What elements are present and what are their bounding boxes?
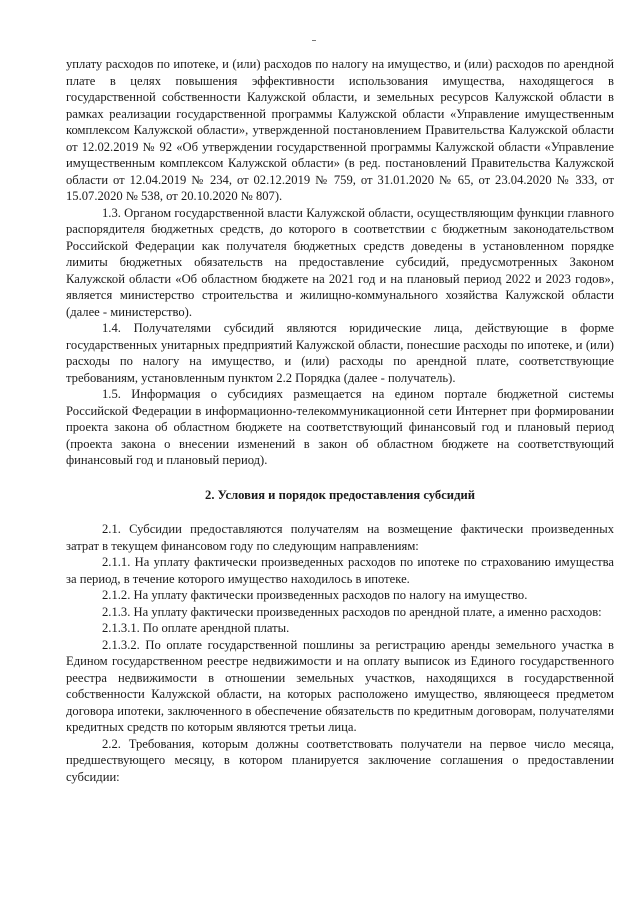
paragraph-2-1-3-2: 2.1.3.2. По оплате государственной пошлины за регистрацию аренды земельного участка в Едином государственном реестре недвижимости и на оплату выписок из Единого государственного реестра недвижимости в отношении земельных участков, находящихся в государственной собственности Калужской области, на которых расположено имущество, являющееся предметом договора ипотеки, заключенного в обеспечение обязательств по кредитным договорам, получателями кредитных средств по которым являются третьи лица.: [66, 637, 614, 734]
paragraph-2-2: 2.2. Требования, которым должны соответствовать получатели на первое число месяца, предшествующего месяцу, в котором планируется заключение соглашения о предоставлении субсидии:: [66, 736, 614, 784]
document-page: [66, 56, 614, 785]
paragraph-2-1-2: 2.1.2. На уплату фактически произведенных расходов по налогу на имущество.: [102, 588, 528, 602]
paragraph-2-1-3-1: 2.1.3.1. По оплате арендной платы.: [102, 621, 290, 635]
scan-mark: [312, 40, 316, 41]
paragraph-2-1-3: 2.1.3. На уплату фактически произведенных расходов по арендной плате, а именно расходов:: [102, 604, 602, 619]
paragraph-1-4: 1.4. Получателями субсидий являются юридические лица, действующие в форме государственных унитарных предприятий Калужской области, понесшие расходы по ипотеке, и (или) расходы по налогу на имущество, и (или) расходы по арендной плате, соответствующие требованиям, установленным пунктом 2.2 Порядка (далее - получатель).: [66, 321, 614, 385]
paragraph-1-5: 1.5. Информация о субсидиях размещается на едином портале бюджетной системы Российской Федерации в информационно-телекоммуникационной сети Интернет при формировании проекта закона об областном бюджете на соответствующий финансовый год и плановый период (проекта закона о внесении изменений в закон об областном бюджете на соответствующий финансовый год и плановый период).: [66, 387, 614, 467]
paragraph-1-3: 1.3. Органом государственной власти Калужской области, осуществляющим функции главного распорядителя бюджетных средств, до которого в соответствии с бюджетным законодательством Российской Федерации как получателя бюджетных средств доведены в установленном порядке лимиты бюджетных обязательств на предоставление субсидий, предусмотренных Законом Калужской области «Об областном бюджете на 2021 год и на плановый период 2022 и 2023 годов», является министерство строительства и жилищно-коммунального хозяйства Калужской области (далее - министерство).: [66, 205, 614, 319]
paragraph-1-2-continuation: уплату расходов по ипотеке, и (или) расходов по налогу на имущество, и (или) расходов по арендной плате в целях повышения эффективности использования имущества, находящегося в государственной собственности Калужской области, и земельных ресурсов Калужской области в рамках реализации государственной программы Калужской области «Управление имущественным комплексом Калужской области», утвержденной постановлением Правительства Калужской области от 12.02.2019 № 92 «Об утверждении государственной программы Калужской области «Управление имущественным комплексом Калужской области» (в ред. постановлений Правительства Калужской области от 12.04.2019 № 234, от 02.12.2019 № 759, от 31.01.2020 № 65, от 23.04.2020 № 333, от 15.07.2020 № 538, от 20.10.2020 № 807).: [66, 57, 614, 203]
section-heading: 2. Условия и порядок предоставления субсидий: [205, 487, 475, 502]
paragraph-2-1: 2.1. Субсидии предоставляются получателям на возмещение фактически произведенных затрат в текущем финансовом году по следующим направлениям:: [66, 522, 614, 553]
paragraph-2-1-1: 2.1.1. На уплату фактически произведенных расходов по ипотеке по страхованию имущества за период, в течение которого имущество находилось в ипотеке.: [66, 555, 614, 586]
